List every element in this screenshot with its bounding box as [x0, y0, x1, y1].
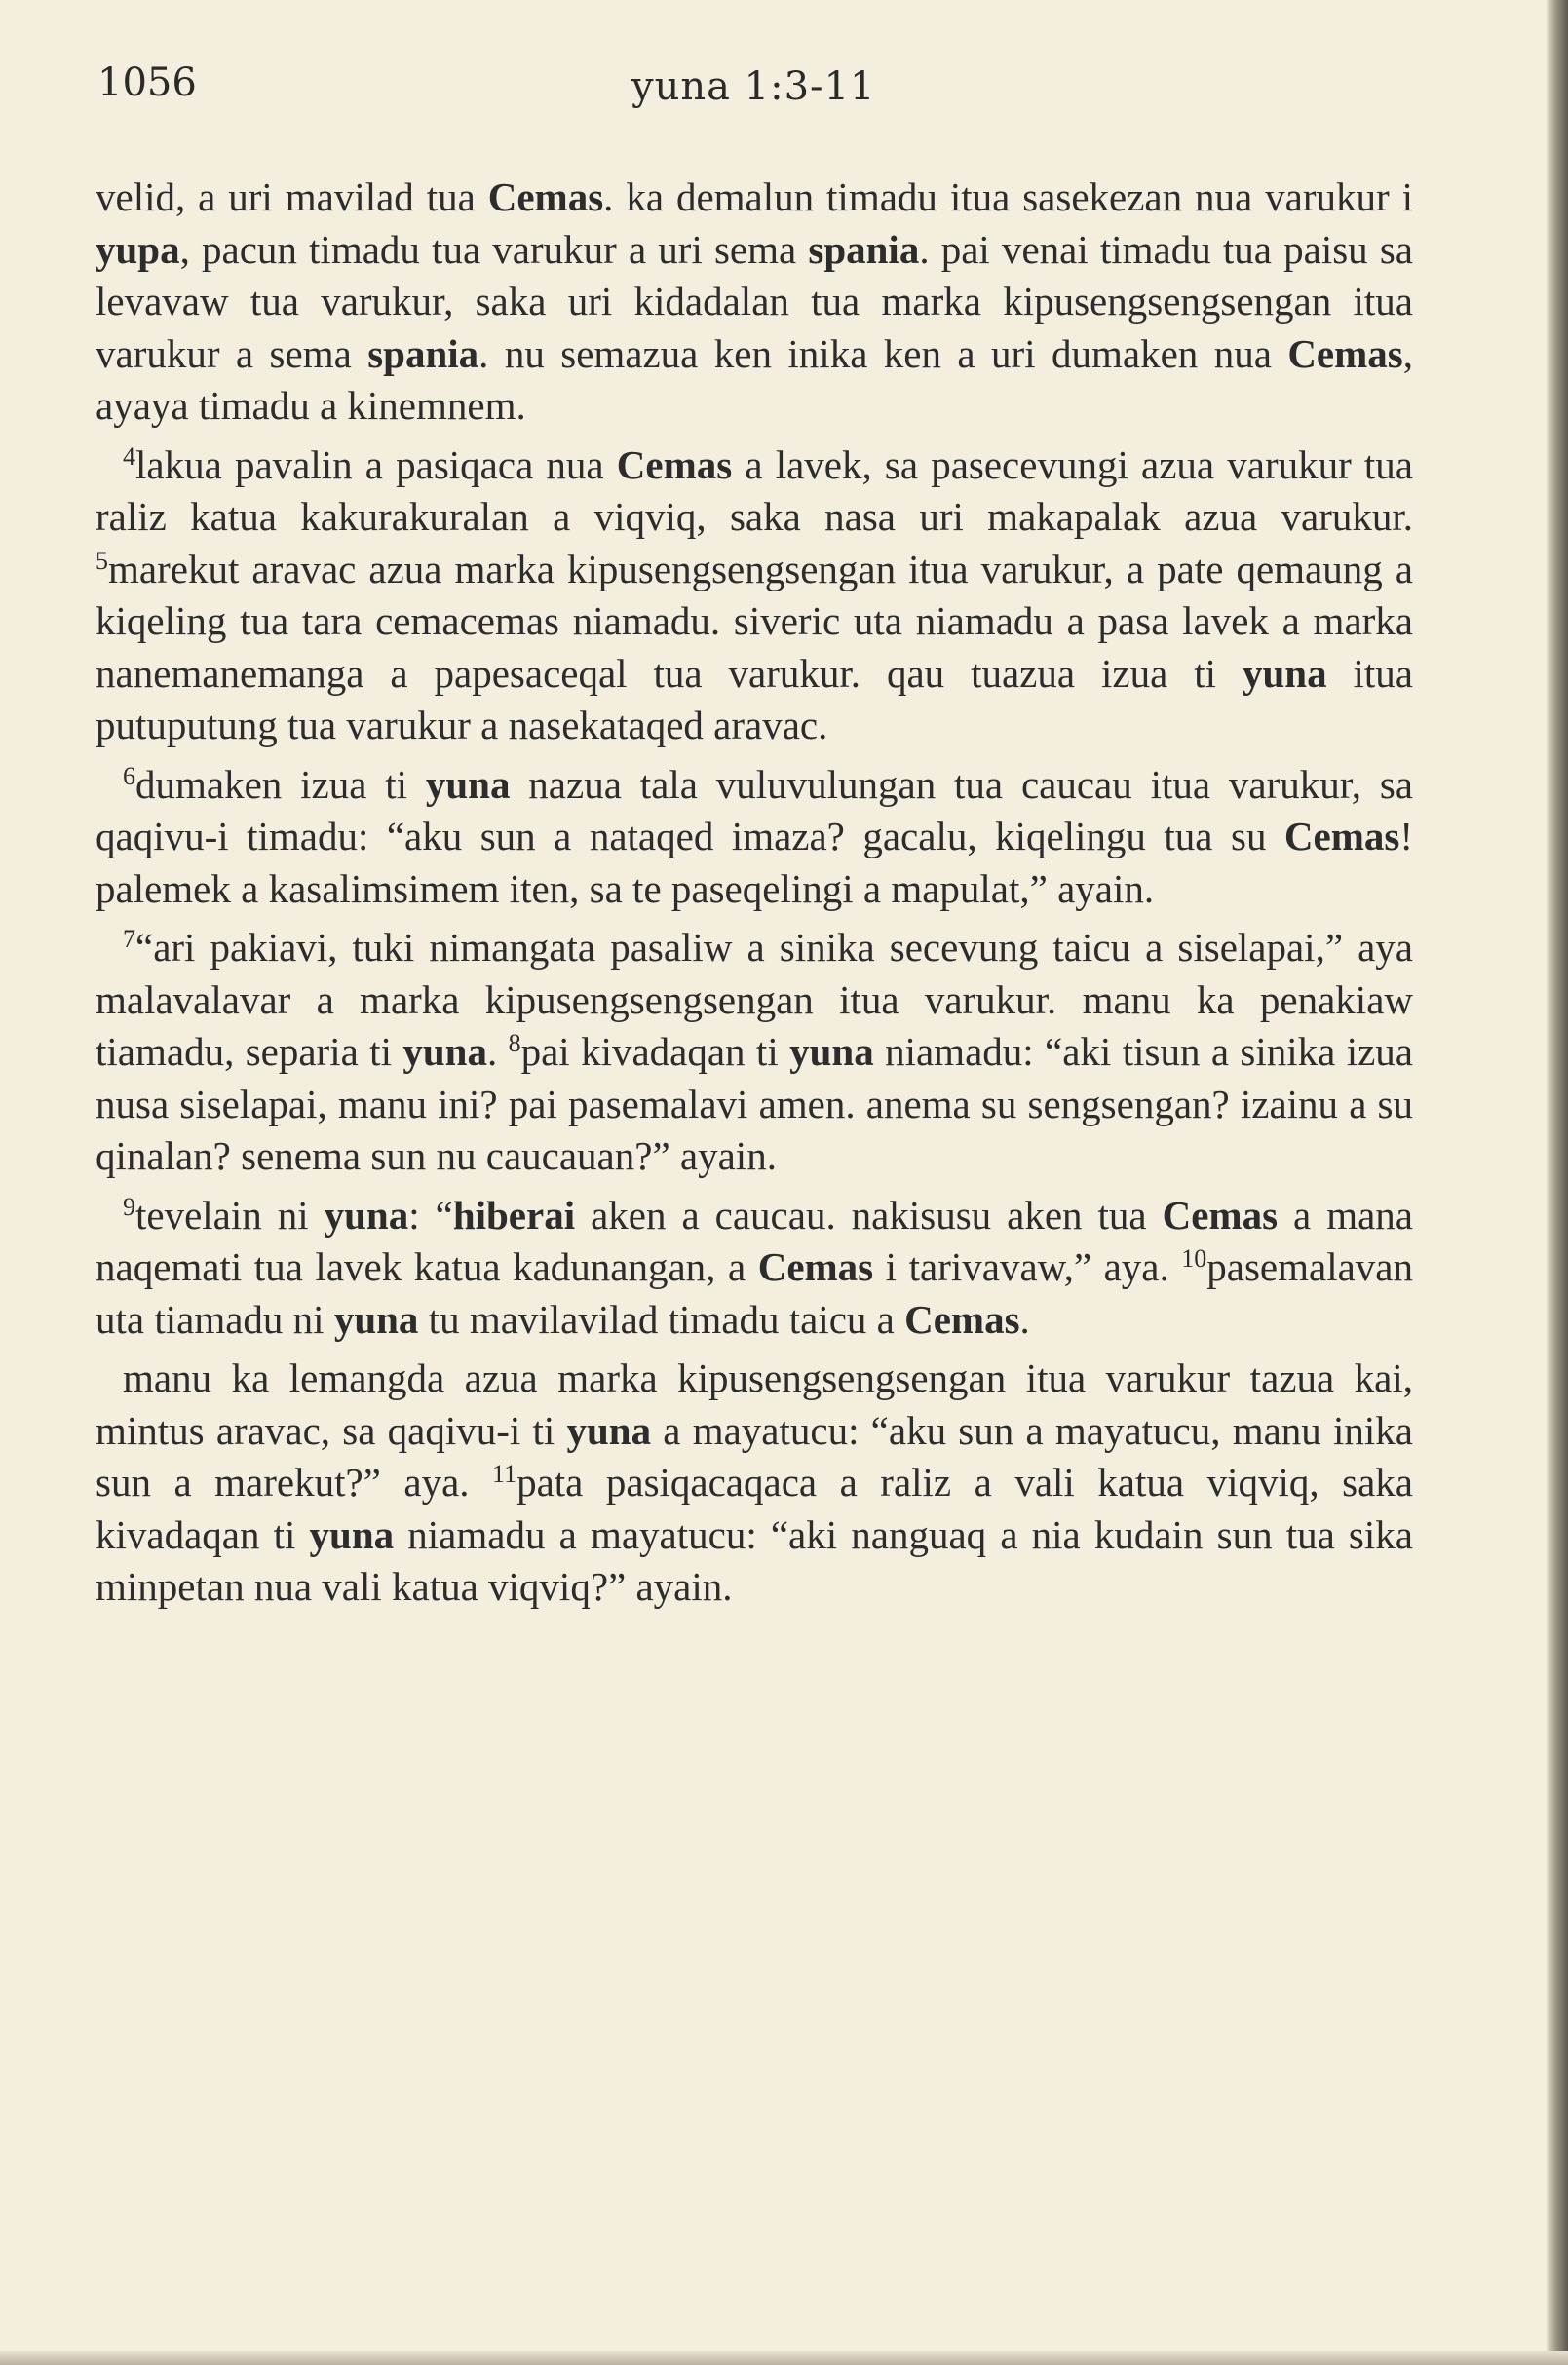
paragraph-4: $^7$“ari pakiavi, tuki nimangata pasaliw a sinika secevung taicu a siselapai,” aya malavalavar a marka kipusengsengsengan itua varukur. manu ka penakiaw tiamadu, separia ti yuna. $^8$pai kivadaqan ti yuna niamadu: “aki tisun a sinika izua nusa siselapai, manu ini? pai pasemalavi amen. anema su sengsengan? izainu a su qinalan? senema sun nu caucauan?” ayain.: [96, 925, 1414, 1178]
paragraph-1: velid, a uri mavilad tua Cemas. ka demalun timadu itua sasekezan nua varukur i yupa, pacun timadu tua varukur a uri sema spania. pai venai timadu tua paisu sa levavaw tua varukur, saka uri kidadalan tua marka kipusengsengsengan itua varukur a sema spania. nu semazua ken inika ken a uri dumaken nua Cemas, ayaya timadu a kinemnem.: [96, 174, 1413, 428]
page-number: 1056: [97, 60, 197, 105]
running-head: yuna 1:3-11: [631, 64, 876, 109]
book-spine-shadow: [1547, 0, 1568, 2365]
paragraph-5: $^9$tevelain ni yuna: “hiberai aken a caucau. nakisusu aken tua Cemas a mana naqemati tua lavek katua kadunangan, a Cemas i tarivavaw,” aya. $^{10}$pasemalavan uta tiamadu ni yuna tu mavilavilad timadu taicu a Cemas.: [96, 1192, 1413, 1342]
page-header: [0, 60, 1568, 119]
text-block: [96, 172, 1413, 1621]
page-bottom-edge: [0, 2351, 1568, 2365]
paragraph-3: $^6$dumaken izua ti yuna nazua tala vuluvulungan tua caucau itua varukur, sa qaqivu-i timadu: “aku sun a nataqed imaza? gacalu, kiqelingu tua su Cemas! palemek a kasalimsimem iten, sa te paseqelingi a mapulat,” ayain.: [96, 761, 1413, 911]
paragraph-2: $^4$lakua pavalin a pasiqaca nua Cemas a lavek, sa pasecevungi azua varukur tua raliz katua kakurakuralan a viqviq, saka nasa uri makapalak azua varukur. $^5$marekut aravac azua marka kipusengsengsengan itua varukur, a pate qemaung a kiqeling tua tara cemacemas niamadu. siveric uta niamadu a pasa lavek a marka nanemanemanga a papesaceqal tua varukur. qau tuazua izua ti yuna itua putuputung tua varukur a nasekataqed aravac.: [96, 441, 1413, 747]
paragraph-6: manu ka lemangda azua marka kipusengsengsengan itua varukur tazua kai, mintus aravac, sa qaqivu-i ti yuna a mayatucu: “aku sun a mayatucu, manu inika sun a marekut?” aya. $^{11}$pata pasiqacaqaca a raliz a vali katua viqviq, saka kivadaqan ti yuna niamadu a mayatucu: “aki nanguaq a nia kudain sun tua sika minpetan nua vali katua viqviq?” ayain.: [96, 1355, 1413, 1609]
